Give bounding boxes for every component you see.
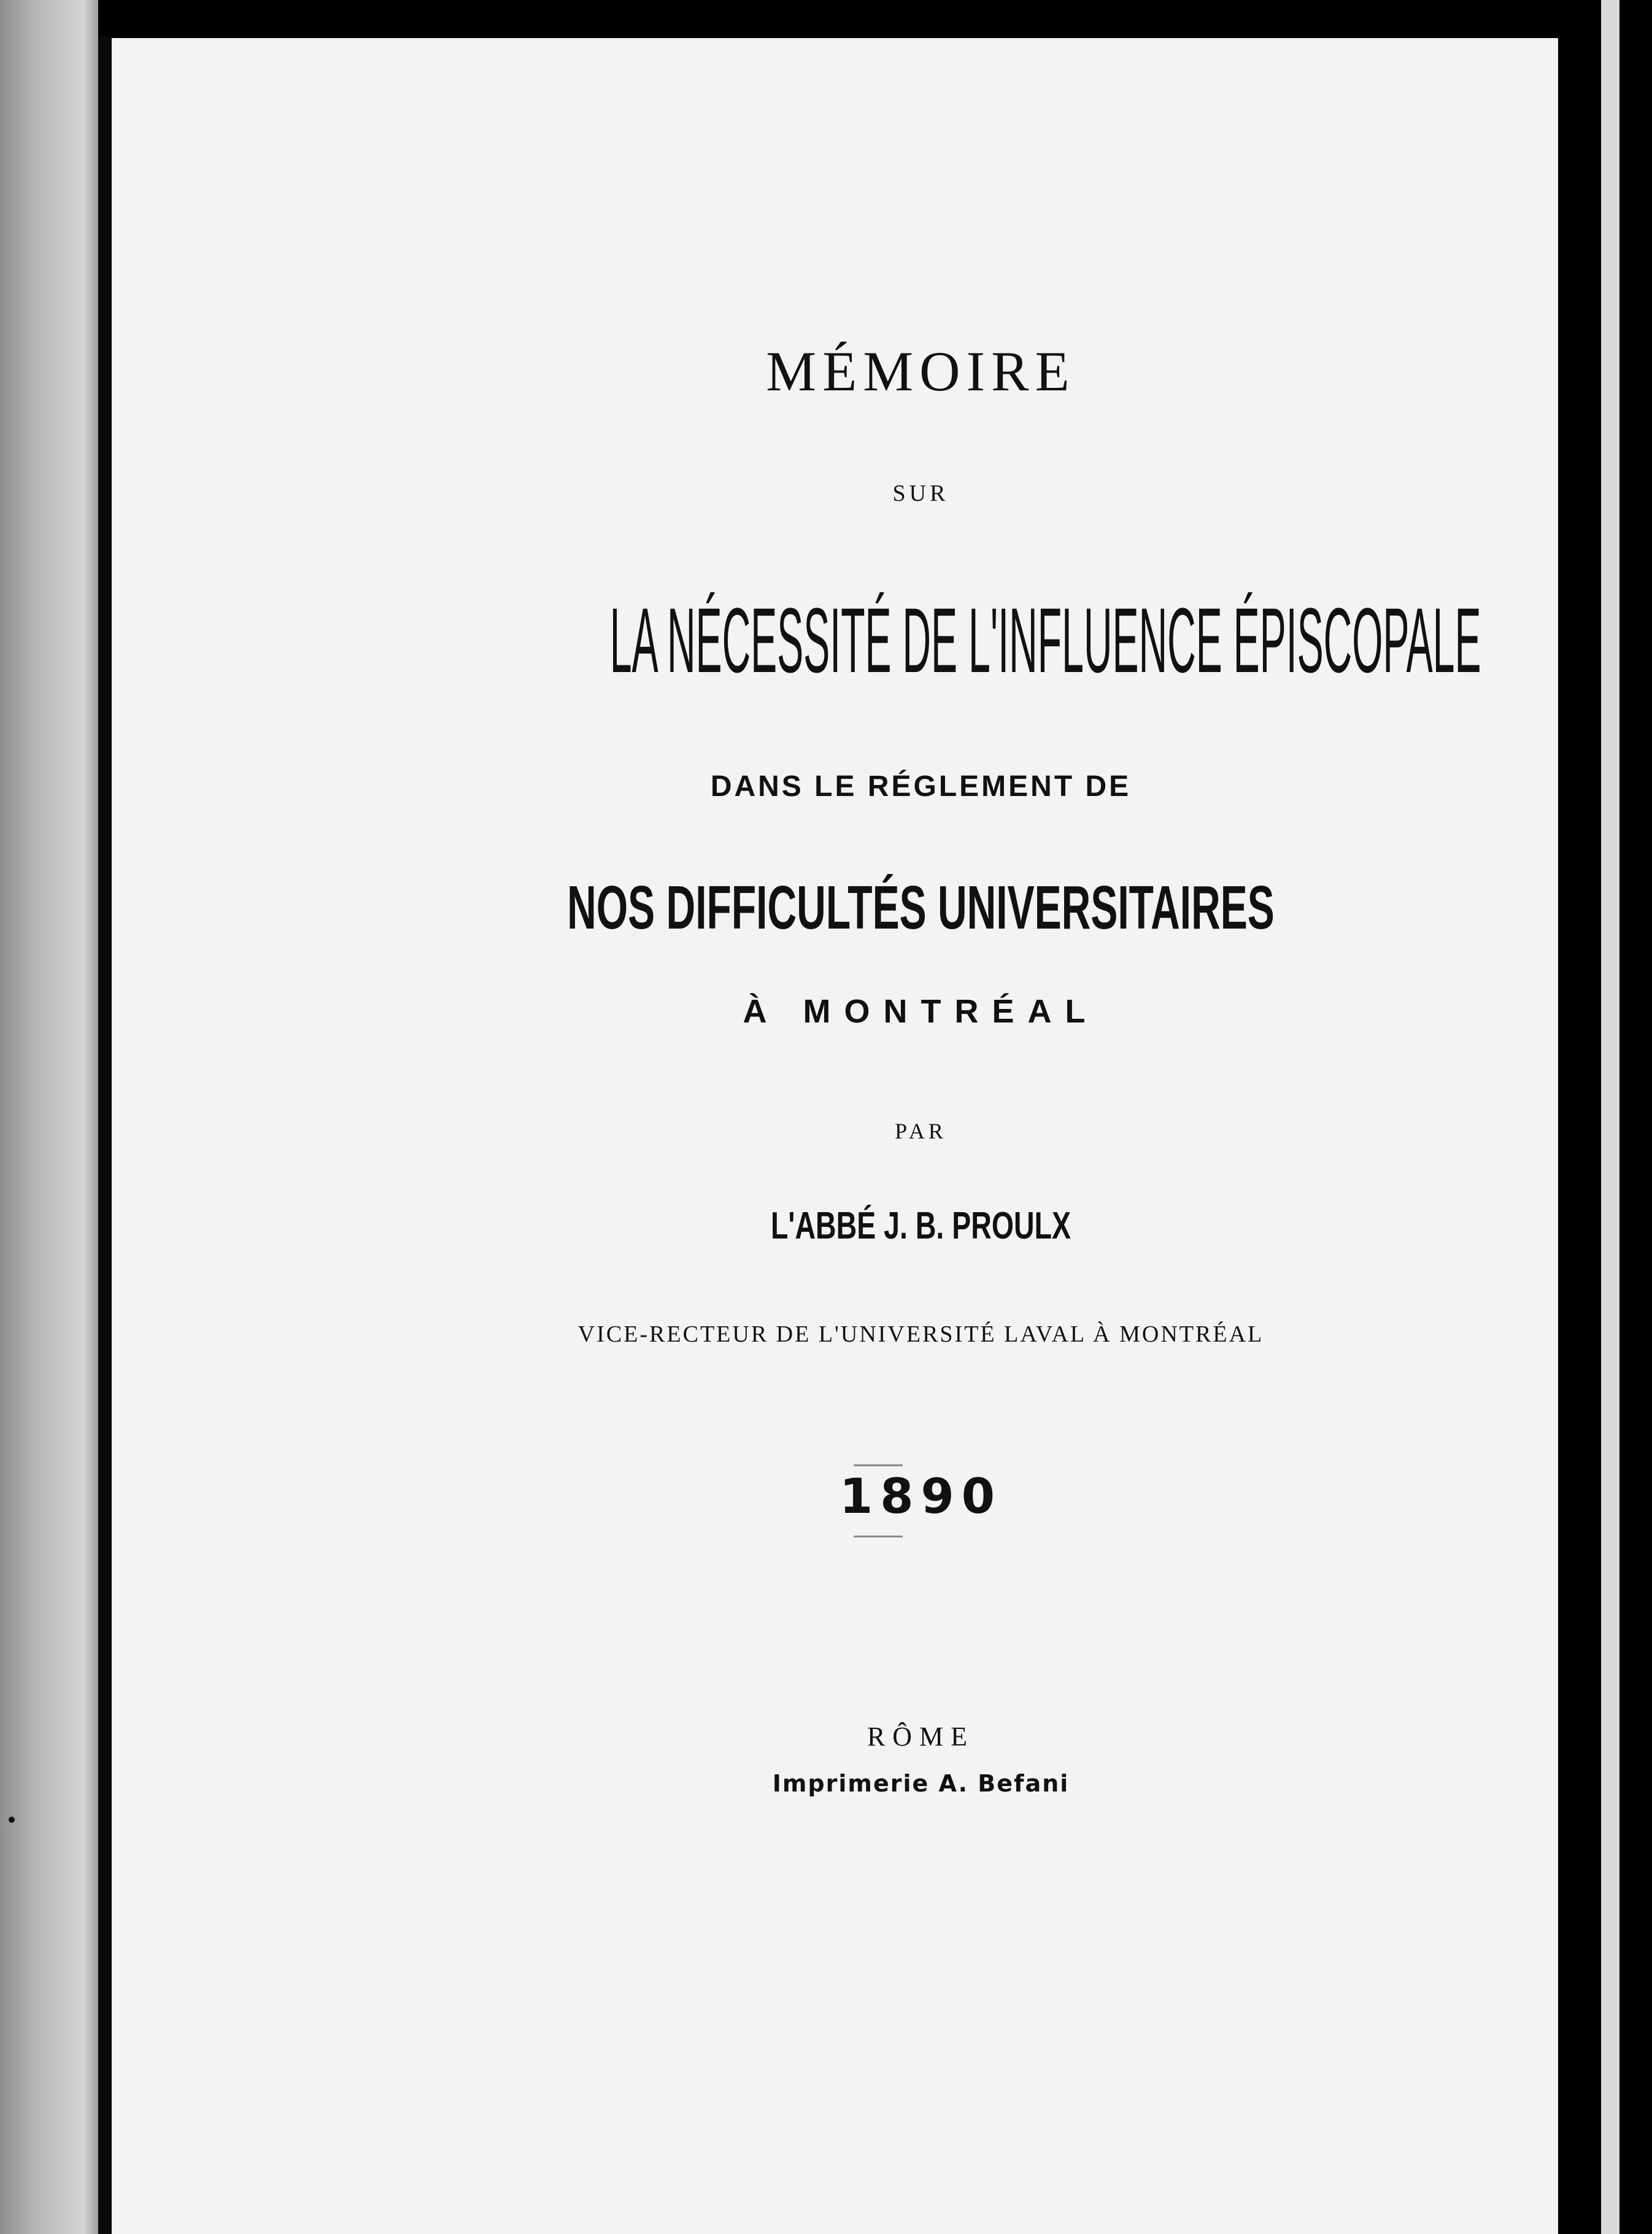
dans-line: DANS LE RÉGLEMENT DE — [710, 770, 1132, 803]
par-line: PAR — [895, 1119, 947, 1143]
binding-shadow — [98, 37, 112, 2234]
next-page-edge — [1601, 0, 1619, 2234]
year-rule-bottom — [854, 1536, 903, 1537]
city: RÔME — [867, 1722, 975, 1752]
main-title: LA NÉCESSITÉ DE L'INFLUENCE ÉPISCOPALE — [609, 589, 1481, 692]
author-title: VICE-RECTEUR DE L'UNIVERSITÉ LAVAL À MONTRÉAL — [577, 1321, 1264, 1347]
memoire-heading: MÉMOIRE — [766, 340, 1076, 403]
sur-line: SUR — [892, 481, 949, 506]
place-line: À MONTRÉAL — [743, 993, 1099, 1030]
author-line: L'ABBÉ J. B. PROULX — [770, 1205, 1071, 1247]
year: 1890 — [839, 1469, 1003, 1525]
previous-page-edge — [0, 0, 98, 2234]
year-rule-top — [854, 1464, 903, 1466]
title-page — [112, 38, 1558, 2234]
right-border — [1558, 0, 1601, 2234]
subject-line: NOS DIFFICULTÉS UNIVERSITAIRES — [567, 873, 1275, 942]
printer: Imprimerie A. Befani — [772, 1770, 1070, 1797]
speck — [9, 1817, 15, 1823]
